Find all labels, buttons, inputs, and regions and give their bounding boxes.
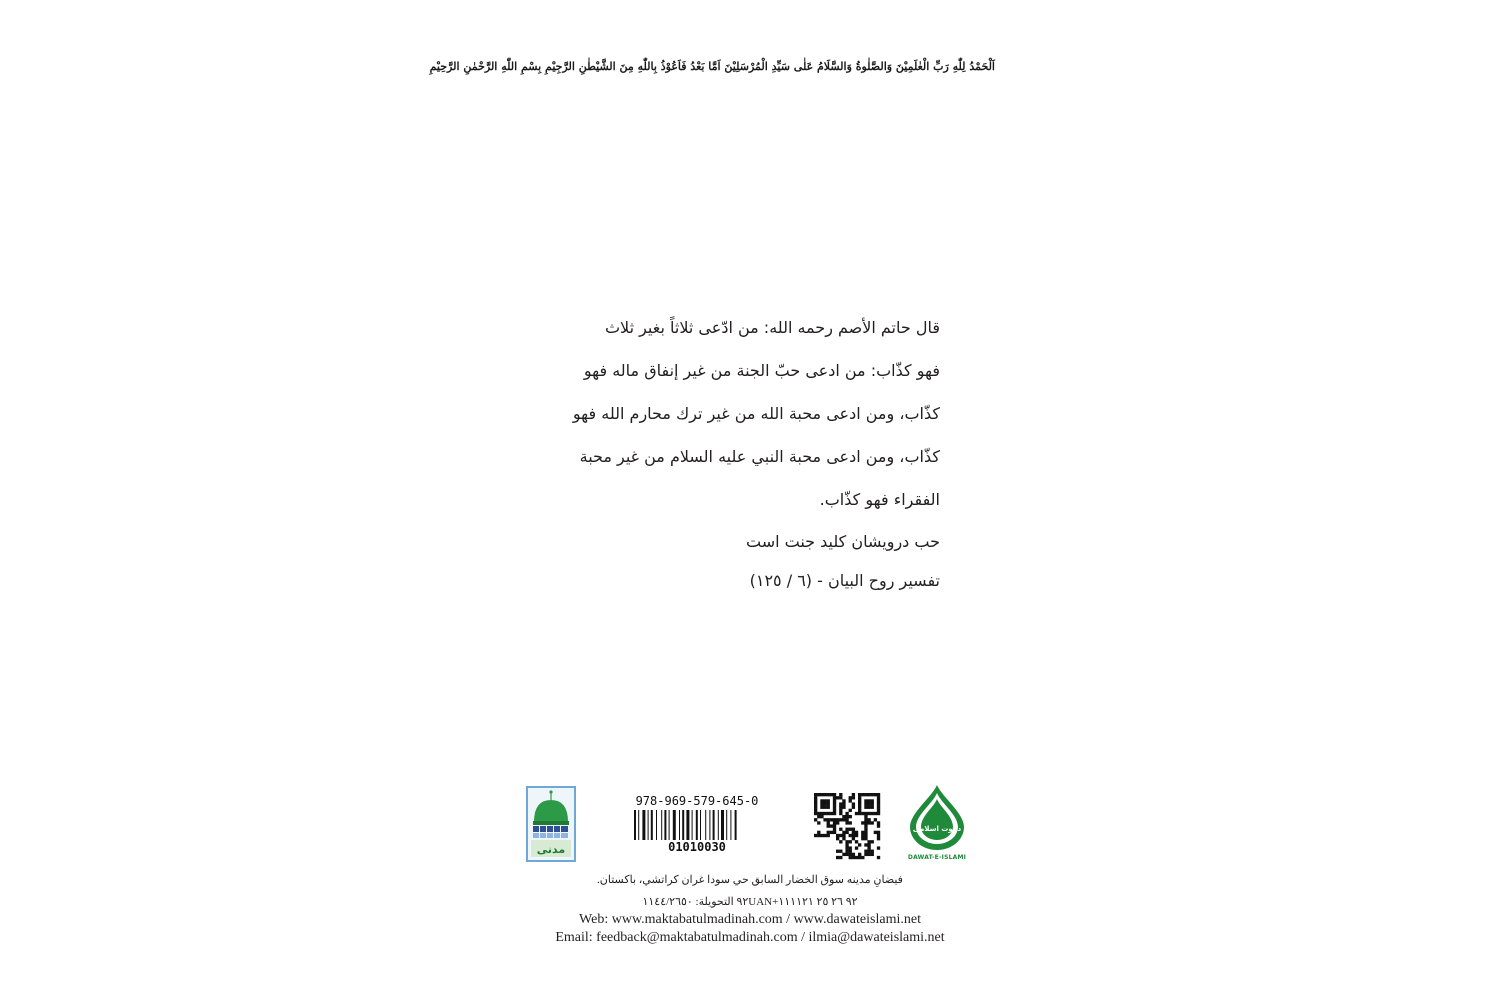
dawat-caption: DAWAT-E-ISLAMI [907, 854, 967, 861]
footer-web-links: Web: www.maktabatulmadinah.com / www.dawateislami.net [579, 912, 921, 927]
isbn-code: 01010030 [668, 840, 726, 854]
dawat-e-islami-logo [902, 783, 972, 861]
maktaba-madani-logo [526, 786, 576, 862]
dawat-drop-icon [902, 783, 972, 851]
barcode-icon [632, 810, 762, 840]
qr-code-icon [814, 793, 880, 859]
green-dome-icon [528, 788, 574, 860]
quote-line-3: كذّاب، ومن ادعى محبة الله من غير ترك محارم الله فهو [572, 404, 940, 423]
publisher-footer [520, 873, 980, 947]
madani-logo-text: مدنی [536, 843, 566, 856]
quote-line-2: فهو كذّاب: من ادعى حبّ الجنة من غير إنفاق ماله فهو [583, 361, 940, 380]
quote-source: تفسير روح البيان - (٦ / ١٢٥) [749, 571, 940, 590]
footer-phone: ٩٢ ٢٦ ٢٥ ١١١١٢١+٩٢UAN التحويلة: ١١٤٤/٢٦٥٠ [642, 896, 858, 908]
dawat-mark-text: دعوت اسلامی [912, 825, 962, 833]
quote-line-4: كذّاب، ومن ادعى محبة النبي عليه السلام من غير محبة [579, 447, 940, 466]
quote-block [560, 306, 940, 599]
isbn-number: 978-969-579-645-0 [635, 794, 759, 808]
quote-line-1: قال حاتم الأصم رحمه الله: من ادّعى ثلاثاً بغير ثلاث [604, 318, 940, 337]
footer-address: فيضانِ مدينه سوق الخضار السابق حي سودا غران كراتشي، باكستان. [597, 874, 903, 886]
footer-email-links: Email: feedback@maktabatulmadinah.com / ilmia@dawateislami.net [555, 930, 945, 945]
isbn-block [630, 794, 764, 854]
bismillah-header: اَلْحَمْدُ لِلّٰهِ رَبِّ الْعٰلَمِیْنَ وَالصَّلٰوةُ وَالسَّلَامُ عَلٰی سَیِّدِ الْمُرْسَلِیْنَ اَمَّا بَعْدُ فَاَعُوْذُ بِاللّٰهِ مِنَ الشَّیْطٰنِ الرَّجِیْمِ بِسْمِ اللّٰهِ الرَّحْمٰنِ الرَّحِیْمِ [429, 60, 995, 73]
quote-line-5: الفقراء فهو كذّاب. [819, 490, 940, 509]
persian-saying: حب درويشان كليد جنت است [745, 532, 940, 551]
